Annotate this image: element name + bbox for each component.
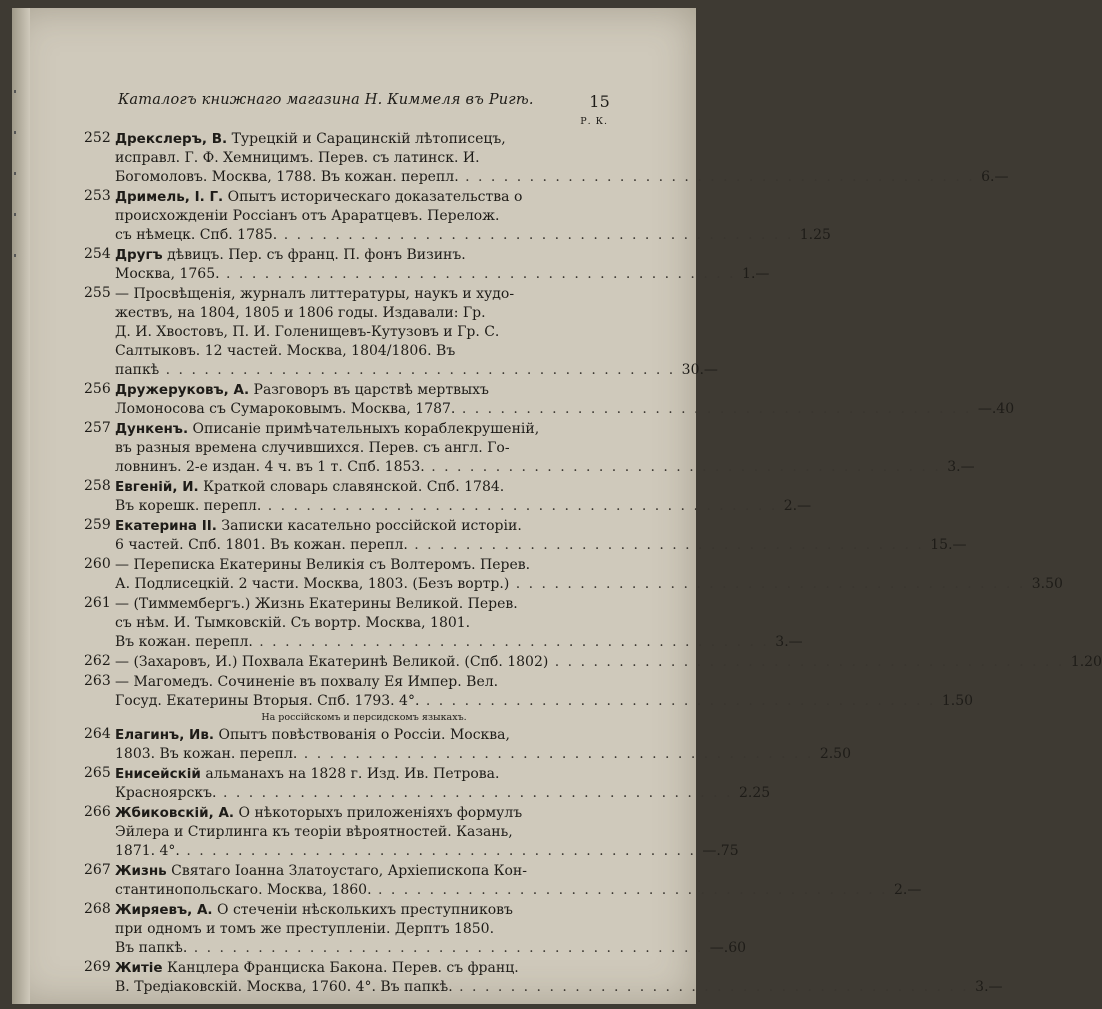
entry-description: ловнинъ. 2-е издан. 4 ч. въ 1 т. Спб. 1853. [115,459,425,475]
entry-author: Евгеній, И. [115,479,199,495]
entry-line-text [115,693,419,709]
entry-number: 256 [84,381,111,397]
entry-description: Канцлера Франциска Бакона. Перев. съ франц. [167,960,519,976]
entry-line [115,692,974,711]
catalog-entry [84,595,803,652]
entry-author: Екатерина II. [115,518,217,534]
entry-line [115,765,604,784]
entry-description: В. Тредіаковскій. Москва, 1760. 4°. Въ папкѣ. [115,979,453,995]
entry-author: Енисейскій [115,766,201,782]
page-number: 15 [589,92,610,111]
entry-description: Д. И. Хвостовъ, П. И. Голенищевъ-Кутузовъ и Гр. С. [115,324,500,340]
running-header [84,92,610,116]
entry-line [115,862,604,881]
entry-number: 268 [84,901,111,917]
entry-description: при одномъ и томъ же преступленіи. Дерптъ 1850. [115,921,495,937]
entry-line-text [115,979,453,995]
entry-line-text [115,459,425,475]
leader-dots: . . . . . . . . . . . . . . . . . . . . . . . . . . . . . . . . . . . . . . . . [159,362,682,378]
entry-text [115,517,967,555]
entry-description: Въ папкѣ. [115,940,188,956]
entry-line [115,265,770,284]
entry-line [115,726,604,745]
leader-dots: . . . . . . . . . . . . . . . . . . . . . . . . . . . . . . . . . . . . . . . . [509,576,1032,592]
entry-author: Елагинъ, Ив. [115,727,215,743]
entry-price: 2.25 [738,785,771,801]
entry-line [115,342,604,361]
entry-author: Другъ [115,247,163,263]
entry-price: 3.— [947,459,975,475]
entry-author: Дункенъ. [115,421,189,437]
entry-line [115,920,604,939]
entry-description: — (Тиммембергъ.) Жизнь Екатерины Великой. Перев. [115,596,518,612]
catalog-entry [84,517,967,555]
entry-line [115,978,1003,997]
entry-line-text [115,169,459,185]
entry-description: 1871. 4°. [115,843,180,859]
entry-description: въ разныя времена случившихся. Перев. съ англ. Го- [115,440,510,456]
entry-description: Москва, 1765. [115,266,220,282]
entry-text [115,862,922,900]
entry-price: 2.50 [819,746,851,762]
entry-price: —.60 [709,940,747,956]
margin-marks [14,90,24,295]
entry-line [115,458,975,477]
entry-text [115,130,1009,187]
catalog-entry [84,673,974,711]
entry-description: съ нѣм. И. Тымковскій. Съ вортр. Москва, 1801. [115,615,471,631]
entry-price: —.75 [702,843,739,859]
catalog-entry [84,246,770,284]
entry-line-text [115,401,455,417]
entry-line [115,497,812,516]
entry-line [115,381,604,400]
entry-price: 3.50 [1031,576,1063,592]
entry-description: Эйлера и Стирлинга къ теоріи вѣроятностей. Казань, [115,824,513,840]
entry-line-text [115,654,548,670]
entry-line-text [115,634,253,650]
entry-number: 269 [84,959,111,975]
leader-dots: . . . . . . . . . . . . . . . . . . . . . . . . . . . . . . . . . . . . . . . . [179,843,703,859]
entry-text [115,726,851,764]
entry-number: 255 [84,285,111,301]
entry-line [115,804,604,823]
leader-dots: . . . . . . . . . . . . . . . . . . . . . . . . . . . . . . . . . . . . . . . . [261,498,784,514]
entry-text [115,381,1015,419]
catalog-entry [84,862,922,900]
entry-description: Ломоносова съ Сумароковымъ. Москва, 1787. [115,401,456,417]
entry-line [115,304,604,323]
catalog-entries [84,130,1102,997]
entry-text [115,673,974,711]
entry-description: А. Подлисецкій. 2 части. Москва, 1803. (Безъ вортр.) [115,576,510,592]
entry-price: 3.— [975,979,1003,995]
entry-description: Въ кожан. перепл. [115,634,253,650]
entry-number: 264 [84,726,111,742]
entry-number: 262 [84,653,111,669]
entry-description: съ нѣмецк. Спб. 1785. [115,227,278,243]
entry-description: Краткой словарь славянской. Спб. 1784. [203,479,505,495]
entry-number: 265 [84,765,111,781]
entry-text [115,959,1003,997]
entry-description: исправл. Г. Ф. Хемницимъ. Перев. съ латинск. И. [115,150,480,166]
entry-line [115,595,604,614]
entry-line [115,673,604,692]
entry-line [115,653,1102,672]
entry-line [115,188,604,207]
entry-price: 2.— [894,882,922,898]
entry-line [115,901,604,920]
entry-description: Салтыковъ. 12 частей. Москва, 1804/1806. Въ [115,343,456,359]
leader-dots: . . . . . . . . . . . . . . . . . . . . . . . . . . . . . . . . . . . . . . . . [216,785,739,801]
entry-line [115,246,604,265]
entry-author: Житіе [115,960,163,976]
entry-price: 15.— [930,537,967,553]
entry-text [115,246,770,284]
catalog-page-content [84,92,1102,998]
leader-dots: . . . . . . . . . . . . . . . . . . . . . . . . . . . . . . . . . . . . . . . . [458,169,982,185]
entry-author: Жбиковскій, А. [115,805,235,821]
entry-line [115,959,604,978]
entry-number: 259 [84,517,111,533]
catalog-entry [84,765,771,803]
catalog-entry [84,726,851,764]
entry-line [115,149,604,168]
leader-dots: . . . . . . . . . . . . . . . . . . . . . . . . . . . . . . . . . . . . . . . . [277,227,800,243]
entry-price: —.40 [977,401,1015,417]
entry-number: 261 [84,595,111,611]
entry-line [115,614,604,633]
entry-line-text [115,498,261,514]
entry-price: 2.— [783,498,812,514]
entry-line-text [115,537,408,553]
entry-text [115,804,739,861]
leader-dots: . . . . . . . . . . . . . . . . . . . . . . . . . . . . . . . . . . . . . . . . [407,537,931,553]
entry-line-text [115,882,372,898]
entry-description: папкѣ [115,362,160,378]
entry-price: 1.— [742,266,770,282]
entry-description: О нѣкоторыхъ приложеніяхъ формулъ [238,805,523,821]
catalog-entry [84,420,975,477]
entry-author: Дримель, І. Г. [115,189,224,205]
entry-description: 6 частей. Спб. 1801. Въ кожан. перепл. [115,537,408,553]
entry-number: 257 [84,420,111,436]
entry-text [115,478,812,516]
entry-price: 3.— [775,634,803,650]
entry-price: 1.25 [799,227,831,243]
catalog-entry [84,556,1063,594]
entry-line [115,361,718,380]
catalog-entry [84,188,831,245]
entry-description: Святаго Іоанна Златоустаго, Архіепископа Кон- [171,863,527,879]
entry-author: Жиряевъ, А. [115,902,213,918]
entry-text [115,188,831,245]
running-title: Каталогъ книжнаго магазина Н. Киммеля въ Ригѣ. [118,92,534,108]
entry-description: Въ корешк. перепл. [115,498,262,514]
entry-description: Разговоръ въ царствѣ мертвыхъ [253,382,489,398]
entry-line [115,881,922,900]
entry-description: стантинопольскаго. Москва, 1860. [115,882,372,898]
entry-line [115,207,604,226]
entry-description: Записки касательно россійской исторіи. [221,518,522,534]
entry-line [115,823,604,842]
entry-line [115,400,1015,419]
entry-description: Красноярскъ. [115,785,217,801]
leader-dots: . . . . . . . . . . . . . . . . . . . . . . . . . . . . . . . . . . . . . . . . [297,746,820,762]
catalog-entry [84,130,1009,187]
entry-text [115,901,747,958]
entry-text [115,285,718,380]
entry-line-text [115,266,220,282]
entry-description: альманахъ на 1828 г. Изд. Ив. Петрова. [205,766,500,782]
catalog-entry [84,901,747,958]
entry-line [115,939,747,958]
catalog-entry [84,381,1015,419]
entry-line [115,420,604,439]
entry-line [115,633,803,652]
entry-description: — (Захаровъ, И.) Похвала Екатеринѣ Великой. (Спб. 1802) [115,654,549,670]
entry-line-text [115,785,217,801]
entry-line [115,285,604,304]
entry-description: Турецкій и Сарацинскій лѣтописецъ, [231,131,506,147]
entry-number: 258 [84,478,111,494]
entry-price: 30.— [681,362,718,378]
entry-line-text [115,227,277,243]
entry-line [115,745,851,764]
entry-description: — Переписка Екатерины Великія съ Волтеромъ. Перев. [115,557,531,573]
entry-price: 1.20 [1070,654,1102,670]
entry-line [115,517,604,536]
entry-text [115,595,803,652]
catalog-entry [84,285,718,380]
entry-line [115,439,604,458]
entry-number: 263 [84,673,111,689]
entry-description: 1803. Въ кожан. перепл. [115,746,298,762]
entry-line [115,556,604,575]
entry-description: происхожденіи Россіанъ отъ Араратцевъ. Перелож. [115,208,500,224]
leader-dots: . . . . . . . . . . . . . . . . . . . . . . . . . . . . . . . . . . . . . . . . [371,882,895,898]
entry-author: Дружеруковъ, А. [115,382,250,398]
entry-description: — Магомедъ. Сочиненіе въ похвалу Ея Импер. Вел. [115,674,499,690]
leader-dots: . . . . . . . . . . . . . . . . . . . . . . . . . . . . . . . . . . . . . . . . [252,634,776,650]
currency-label: Р. К. [580,116,608,127]
catalog-entry [84,478,812,516]
entry-number: 252 [84,130,111,146]
entry-text [115,653,1102,672]
entry-line [115,478,604,497]
entry-number: 267 [84,862,111,878]
entry-line-text [115,576,509,592]
entry-text [115,420,975,477]
leader-dots: . . . . . . . . . . . . . . . . . . . . . . . . . . . . . . . . . . . . . . . . [219,266,743,282]
entry-line [115,536,967,555]
entry-description: Богомоловъ. Москва, 1788. Въ кожан. перепл. [115,169,459,185]
entry-line [115,130,604,149]
leader-dots: . . . . . . . . . . . . . . . . . . . . . . . . . . . . . . . . . . . . . . . . [424,459,948,475]
entry-note: На россійскомъ и персидскомъ языкахъ. [261,712,467,723]
entry-line [115,575,1063,594]
entry-description: Описаніе примѣчательныхъ кораблекрушеній, [192,421,540,437]
catalog-entry [84,653,1102,672]
entry-text [115,765,771,803]
entry-author: Жизнь [115,863,167,879]
entry-number: 254 [84,246,111,262]
leader-dots: . . . . . . . . . . . . . . . . . . . . . . . . . . . . . . . . . . . . . . . . [187,940,710,956]
entry-number: 266 [84,804,111,820]
entry-description: О стеченіи нѣсколькихъ преступниковъ [217,902,513,918]
entry-text [115,556,1063,594]
entry-author: Дрекслеръ, В. [115,131,228,147]
entry-line [115,168,1009,187]
entry-description: — Просвѣщенія, журналъ литтературы, наукъ и худо- [115,286,515,302]
entry-line-text [115,843,180,859]
entry-description: Опытъ повѣствованія о Россіи. Москва, [218,727,510,743]
leader-dots: . . . . . . . . . . . . . . . . . . . . . . . . . . . . . . . . . . . . . . . . [452,979,976,995]
entry-number: 260 [84,556,111,572]
entry-line [115,323,604,342]
entry-line [115,842,739,861]
entry-line-text [115,362,159,378]
entry-line-text [115,940,187,956]
entry-price: 1.50 [941,693,974,709]
entry-line-text [115,746,297,762]
entry-number: 253 [84,188,111,204]
entry-price: 6.— [981,169,1009,185]
leader-dots: . . . . . . . . . . . . . . . . . . . . . . . . . . . . . . . . . . . . . . . . [548,654,1071,670]
leader-dots: . . . . . . . . . . . . . . . . . . . . . . . . . . . . . . . . . . . . . . . . [455,401,978,417]
entry-line [115,226,831,245]
catalog-entry [84,959,1003,997]
leader-dots: . . . . . . . . . . . . . . . . . . . . . . . . . . . . . . . . . . . . . . . . [419,693,942,709]
entry-description: Опытъ историческаго доказательства о [227,189,523,205]
entry-description: жествъ, на 1804, 1805 и 1806 годы. Издавали: Гр. [115,305,486,321]
entry-line [115,784,771,803]
entry-description: Госуд. Екатерины Вторыя. Спб. 1793. 4°. [115,693,420,709]
catalog-entry [84,804,739,861]
entry-description: дѣвицъ. Пер. съ франц. П. фонъ Визинъ. [167,247,466,263]
